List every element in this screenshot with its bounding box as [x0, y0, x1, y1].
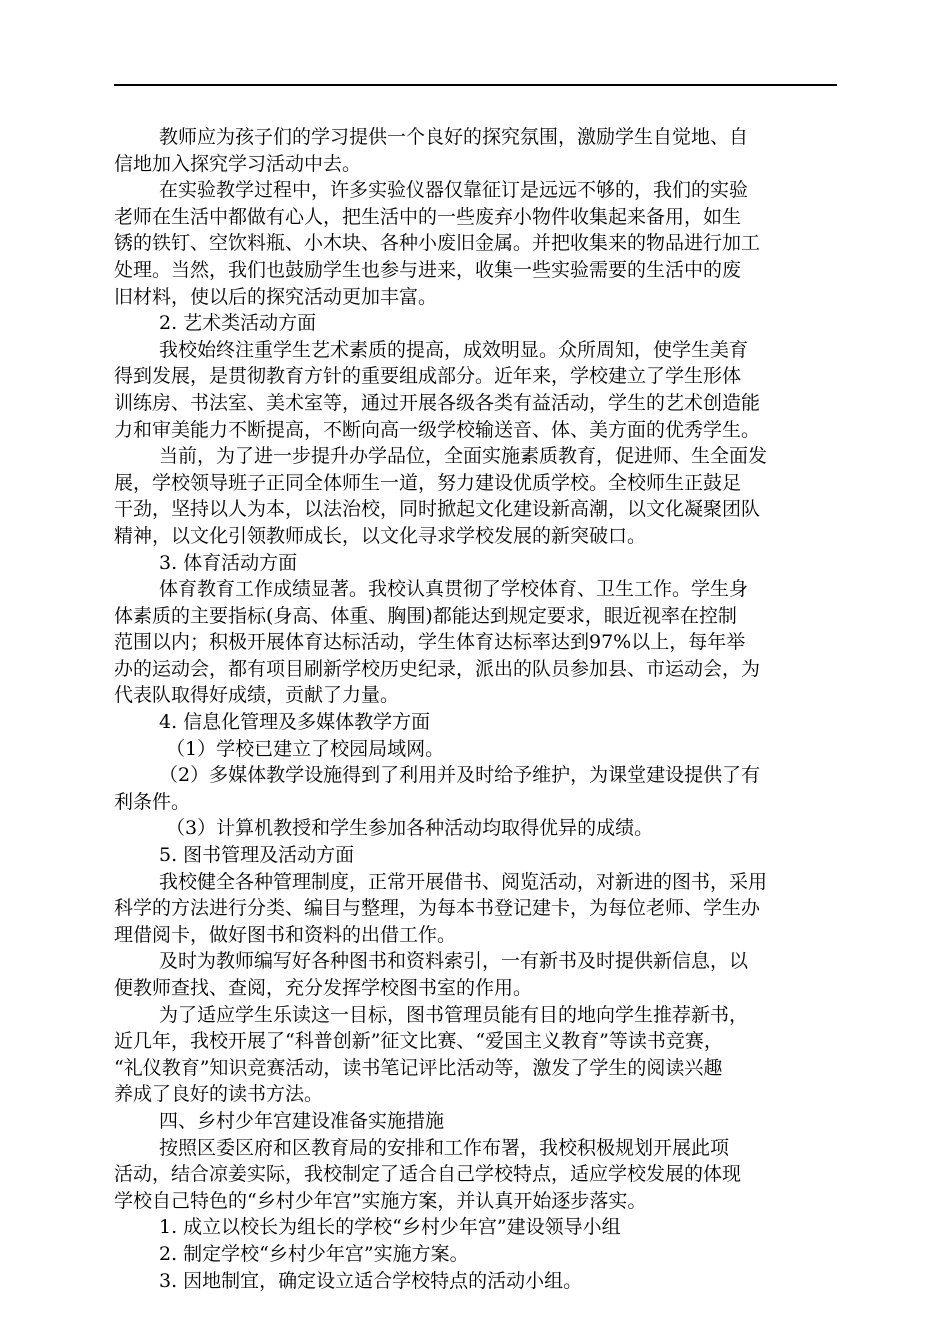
- text-line: 老师在生活中都做有心人，把生活中的一些废弃小物件收集起来备用，如生: [114, 205, 742, 228]
- text-line: 为了适应学生乐读这一目标，图书管理员能有目的地向学生推荐新书，: [159, 1003, 749, 1026]
- text-line: 得到发展，是贯彻教育方针的重要组成部分。近年来，学校建立了学生形体: [114, 365, 742, 388]
- text-line: 理借阅卡，做好图书和资料的出借工作。: [114, 923, 457, 946]
- text-line: 3. 体育活动方面: [159, 551, 298, 574]
- text-line: 利条件。: [114, 790, 191, 813]
- text-line: 办的运动会，都有项目刷新学校历史纪录，派出的队员参加县、市运动会，为: [114, 657, 761, 680]
- document-body: [114, 124, 837, 1294]
- text-line: （2）多媒体教学设施得到了利用并及时给予维护，为课堂建设提供了有: [159, 764, 761, 787]
- text-line: 4. 信息化管理及多媒体教学方面: [159, 711, 431, 734]
- text-line: 在实验教学过程中，许多实验仪器仅靠征订是远远不够的，我们的实验: [159, 179, 749, 202]
- text-line: 便教师查找、查阅，充分发挥学校图书室的作用。: [114, 977, 533, 999]
- text-line: 按照区委区府和区教育局的安排和工作布署，我校积极规划开展此项: [159, 1136, 730, 1159]
- text-line: 锈的铁钉、空饮料瓶、小木块、各种小废旧金属。并把收集来的物品进行加工: [114, 232, 761, 255]
- text-line: 及时为教师编写好各种图书和资料索引，一有新书及时提供新信息，以: [159, 950, 749, 973]
- text-line: 教师应为孩子们的学习提供一个良好的探究氛围，激励学生自觉地、自: [159, 126, 749, 148]
- text-line: 活动，结合凉姜实际，我校制定了适合自己学校特点，适应学校发展的体现: [114, 1163, 742, 1186]
- text-line: “礼仪教育”知识竞赛活动，读书笔记评比活动等，激发了学生的阅读兴趣: [114, 1056, 723, 1079]
- text-line: 范围以内；积极开展体育达标活动，学生体育达标率达到97%以上，每年举: [114, 631, 746, 654]
- text-line: 2. 制定学校“乡村少年宫”实施方案。: [159, 1242, 469, 1265]
- text-line: 体素质的主要指标(身高、体重、胸围)都能达到规定要求，眼近视率在控制: [114, 604, 737, 627]
- text-line: 学校自己特色的“乡村少年宫”实施方案，并认真开始逐步落实。: [114, 1189, 647, 1212]
- text-line: 展，学校领导班子正同全体师生一道，努力建设优质学校。全校师生正鼓足: [114, 471, 742, 494]
- text-line: 当前，为了进一步提升办学品位，全面实施素质教育，促进师、生全面发: [159, 445, 768, 468]
- text-line: 近几年，我校开展了“科普创新”征文比赛、“爱国主义教育”等读书竞赛，: [114, 1030, 723, 1053]
- text-line: 2. 艺术类活动方面: [159, 312, 317, 335]
- header-rule: [114, 84, 837, 86]
- text-line: 精神，以文化引领教师成长，以文化寻求学校发展的新突破口。: [114, 524, 647, 547]
- text-line: 体育教育工作成绩显著。我校认真贯彻了学校体育、卫生工作。学生身: [159, 578, 749, 601]
- text-line: 代表队取得好成绩，贡献了力量。: [114, 684, 400, 707]
- text-line: 养成了良好的读书方法。: [114, 1083, 324, 1106]
- text-line: 处理。当然，我们也鼓励学生也参与进来，收集一些实验需要的生活中的废: [114, 258, 742, 281]
- text-line: 训练房、书法室、美术室等，通过开展各级各类有益活动，学生的艺术创造能: [114, 391, 761, 414]
- text-line: 信地加入探究学习活动中去。: [114, 152, 362, 175]
- text-line: 我校健全各种管理制度，正常开展借书、阅览活动，对新进的图书，采用: [159, 870, 768, 893]
- text-line: 旧材料，使以后的探究活动更加丰富。: [114, 285, 438, 308]
- text-line: 科学的方法进行分类、编目与整理，为每本书登记建卡，为每位老师、学生办: [114, 897, 761, 920]
- text-line: 我校始终注重学生艺术素质的提高，成效明显。众所周知，使学生美育: [159, 338, 749, 361]
- text-line: 干劲，坚持以人为本，以法治校，同时掀起文化建设新高潮，以文化凝聚团队: [114, 498, 761, 521]
- text-line: 3. 因地制宜，确定设立适合学校特点的活动小组。: [159, 1269, 583, 1292]
- text-line: 1. 成立以校长为组长的学校“乡村少年宫”建设领导小组: [159, 1216, 621, 1239]
- text-line: （3）计算机教授和学生参加各种活动均取得优异的成绩。: [166, 817, 654, 840]
- text-line: 力和审美能力不断提高，不断向高一级学校输送音、体、美方面的优秀学生。: [114, 418, 761, 441]
- text-line: 四、乡村少年宫建设准备实施措施: [159, 1109, 445, 1132]
- text-line: 5. 图书管理及活动方面: [159, 844, 355, 867]
- text-line: （1）学校已建立了校园局域网。: [166, 737, 445, 760]
